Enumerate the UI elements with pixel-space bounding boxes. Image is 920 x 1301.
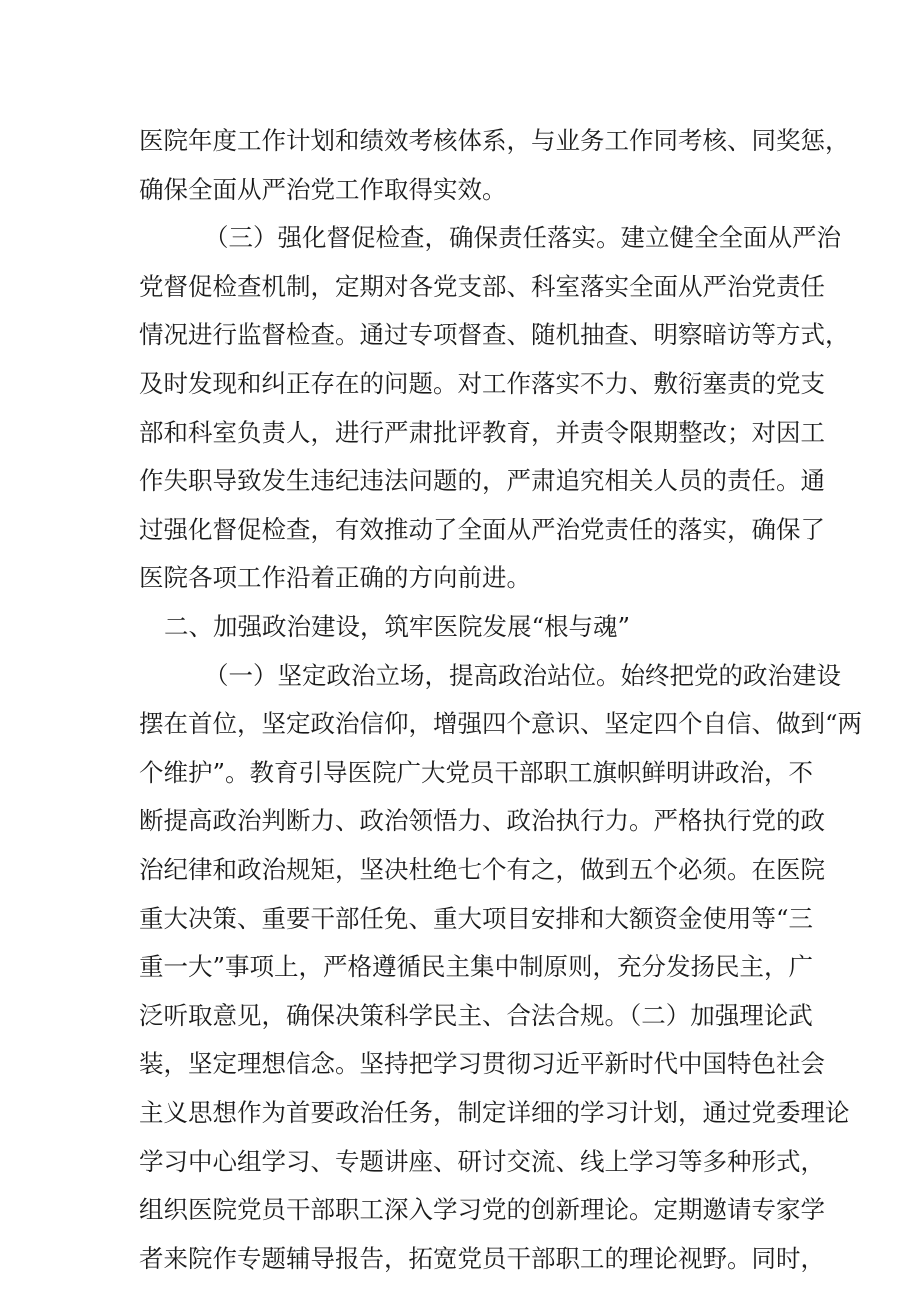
text-line: （一）坚定政治立场，提高政治站位。始终把党的政治建设 — [204, 660, 841, 690]
text-line: 重一大”事项上，严格遵循民主集中制原则，充分发扬民主，广 — [139, 952, 814, 982]
text-line: 医院年度工作计划和绩效考核体系，与业务工作同考核、同奖惩， — [139, 126, 850, 155]
text-line: 装，坚定理想信念。坚持把学习贯彻习近平新时代中国特色社会 — [139, 1049, 825, 1079]
text-line: 个维护”。教育引导医院广大党员干部职工旗帜鲜明讲政治，不 — [139, 757, 814, 787]
text-line: 重大决策、重要干部任免、重大项目安排和大额资金使用等“三 — [139, 903, 814, 933]
text-line: 医院各项工作沿着正确的方向前进。 — [139, 563, 531, 593]
text-line: 情况进行监督检查。通过专项督查、随机抽查、明察暗访等方式， — [139, 320, 850, 350]
text-line: 断提高政治判断力、政治领悟力、政治执行力。严格执行党的政 — [139, 806, 825, 836]
text-line: 学习中心组学习、专题讲座、研讨交流、线上学习等多种形式， — [139, 1146, 825, 1176]
text-line: 作失职导致发生违纪违法问题的，严肃追究相关人员的责任。通 — [139, 466, 825, 496]
text-line: 部和科室负责人，进行严肃批评教育，并责令限期整改；对因工 — [139, 417, 825, 447]
text-line: 及时发现和纠正存在的问题。对工作落实不力、敷衍塞责的党支 — [139, 369, 825, 398]
text-line: 泛听取意见，确保决策科学民主、合法合规。（二）加强理论武 — [139, 1000, 813, 1030]
text-line: 者来院作专题辅导报告，拓宽党员干部职工的理论视野。同时， — [139, 1243, 825, 1273]
text-line: 党督促检查机制，定期对各党支部、科室落实全面从严治党责任 — [139, 271, 825, 301]
text-line: 治纪律和政治规矩，坚决杜绝七个有之，做到五个必须。在医院 — [139, 855, 825, 884]
text-line: 主义思想作为首要政治任务，制定详细的学习计划，通过党委理论 — [139, 1098, 850, 1127]
text-line: 摆在首位，坚定政治信仰，增强四个意识、坚定四个自信、做到“两 — [139, 709, 863, 739]
section-heading: 二、加强政治建设，筑牢医院发展“根与魂” — [164, 612, 631, 641]
text-line: 组织医院党员干部职工深入学习党的创新理论。定期邀请专家学 — [139, 1195, 825, 1225]
text-line: 确保全面从严治党工作取得实效。 — [139, 174, 507, 204]
text-line: （三）强化督促检查，确保责任落实。建立健全全面从严治 — [204, 223, 841, 253]
text-line: 过强化督促检查，有效推动了全面从严治党责任的落实，确保了 — [139, 514, 825, 544]
